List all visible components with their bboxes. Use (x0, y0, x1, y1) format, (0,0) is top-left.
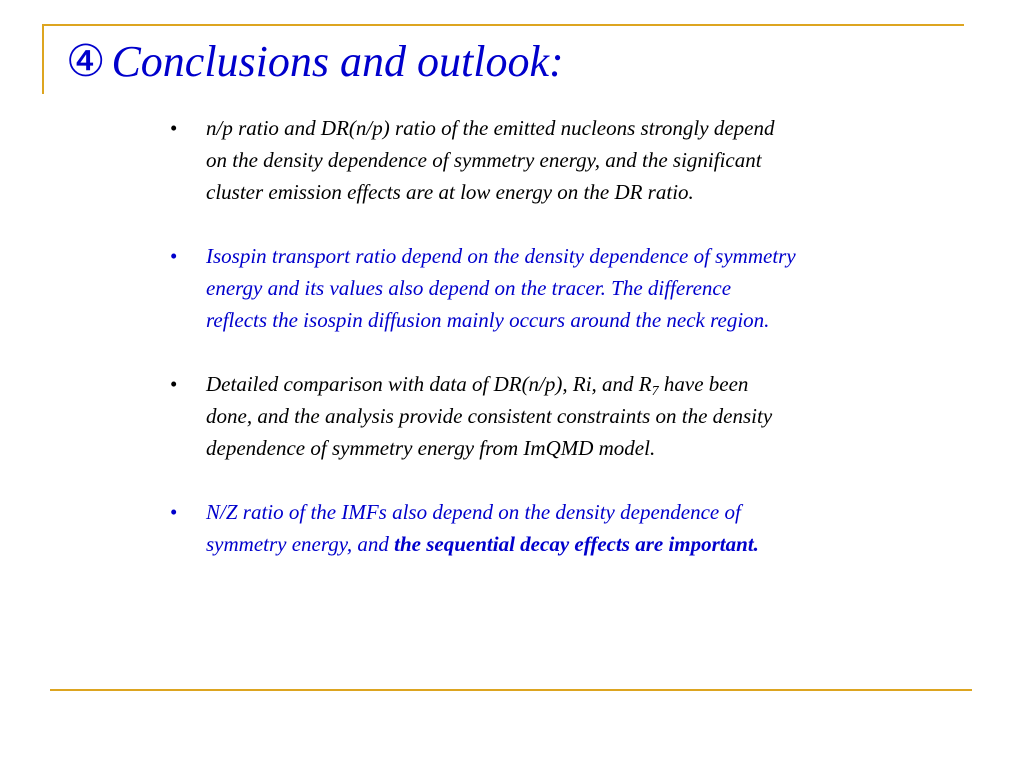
bullet-item-data-comparison (160, 368, 810, 464)
title-text: Conclusions and outlook: (111, 37, 564, 86)
bullet-item-isospin-transport (160, 240, 810, 336)
bullet-text-start: N/Z ratio of the IMFs also depend on the density dependence of symmetry energy, and (206, 500, 741, 556)
bullet-dot-icon: • (170, 244, 178, 268)
bullet-text (206, 496, 796, 560)
bullet-text-end: . (753, 532, 759, 556)
bullet-dot-icon: • (170, 500, 178, 524)
slide-title (66, 38, 564, 86)
subscript-seven: 7 (651, 384, 659, 399)
bullet-dot-icon: • (170, 372, 178, 396)
bullet-text-emphasis: the sequential decay effects are important (394, 532, 754, 556)
bullet-item-nz-ratio (160, 496, 810, 560)
bottom-accent-line (50, 689, 972, 691)
circled-four-icon: ④ (66, 37, 106, 86)
bullet-dot-icon: • (170, 116, 178, 140)
bullet-text-start: Detailed comparison with data of DR(n/p), Ri, and R (206, 372, 652, 396)
bullet-text (206, 368, 796, 464)
bullet-list (160, 112, 810, 592)
bullet-text-end: have been done, and the analysis provide consistent constraints on the density dependence of symmetry energy from ImQMD model. (206, 372, 773, 460)
bullet-item-np-ratio (160, 112, 810, 208)
bullet-text: Isospin transport ratio depend on the density dependence of symmetry energy and its values also depend on the tracer. The difference reflects the isospin diffusion mainly occurs around the neck region. (206, 244, 796, 332)
left-accent-line (42, 24, 44, 94)
top-accent-line (42, 24, 964, 26)
bullet-text: n/p ratio and DR(n/p) ratio of the emitted nucleons strongly depend on the density dependence of symmetry energy, and the significant cluster emission effects are at low energy on the DR ratio. (206, 116, 775, 204)
